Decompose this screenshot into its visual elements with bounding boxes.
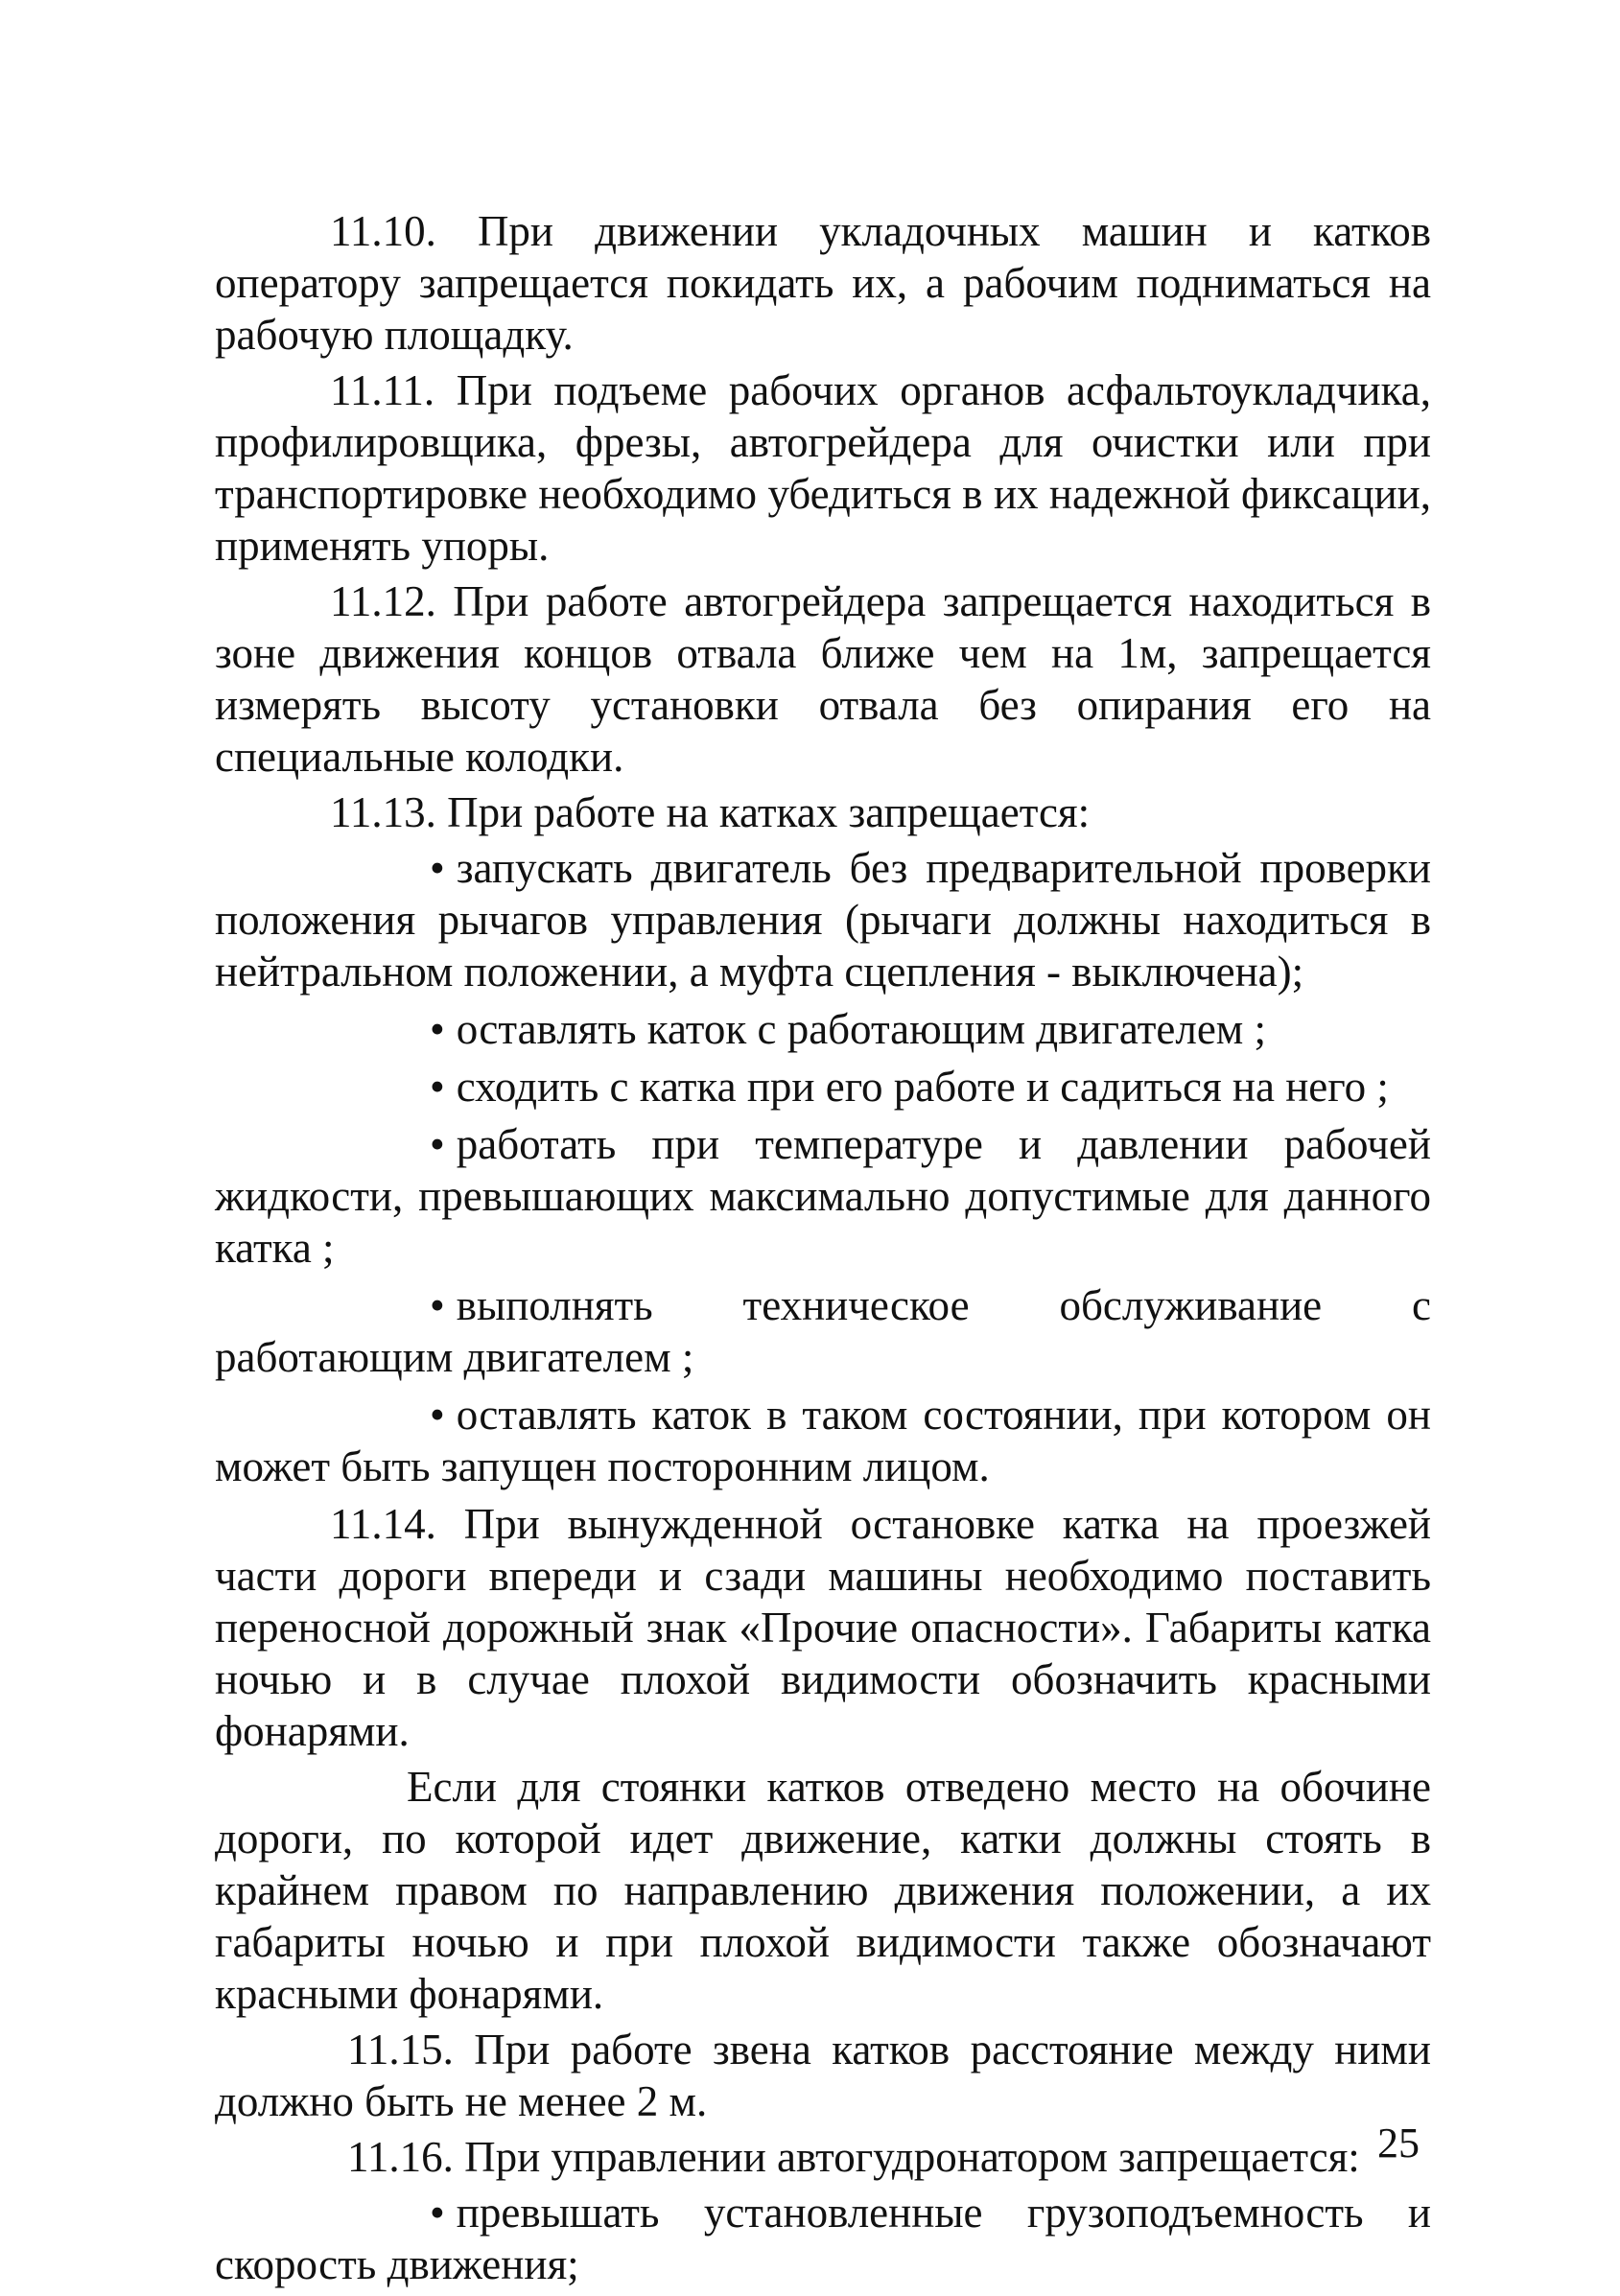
list-item (215, 1118, 1431, 1274)
list-item-text: выполнять техническое обслуживание с работающим двигателем ; (215, 1281, 1431, 1381)
paragraph-11-15: 11.15. При работе звена катков расстояние между ними должно быть не менее 2 м. (215, 2026, 1431, 2125)
list-item-text: оставлять каток с работающим двигателем ; (456, 1005, 1267, 1053)
bullet-icon: • (430, 844, 445, 892)
list-item (215, 1061, 1431, 1113)
list-item (215, 2187, 1431, 2290)
list-item-text: сходить с катка при его работе и садиться на него ; (456, 1063, 1389, 1111)
list-item (215, 1279, 1431, 1383)
paragraph-11-10: 11.10. При движении укладочных машин и катков оператору запрещается покидать их, а рабочим подниматься на рабочую площадку. (215, 207, 1431, 359)
bullet-icon: • (430, 1391, 445, 1439)
list-item-text: превышать установленные грузоподъемность и скорость движения; (215, 2189, 1431, 2288)
bullet-icon: • (430, 1063, 445, 1111)
paragraph-11-14: 11.14. При вынужденной остановке катка на проезжей части дороги впереди и сзади машины необходимо поставить переносной дорожный знак «Прочие опасности». Габариты катка ночью и в случае плохой видимости обозначить красными фонарями. (215, 1500, 1431, 1755)
bullet-icon: • (430, 1281, 445, 1329)
list-item (215, 842, 1431, 997)
paragraph-11-11: 11.11. При подъеме рабочих органов асфальтоукладчика, профилировщика, фрезы, автогрейдера для очистки или при транспортировке необходимо убедиться в их надежной фиксации, применять упоры. (215, 366, 1431, 570)
document-body (215, 205, 1431, 2296)
paragraph-11-16: 11.16. При управлении автогудронатором запрещается: (347, 2133, 1360, 2181)
bullet-icon: • (430, 1120, 445, 1168)
bullet-icon: • (430, 1005, 445, 1053)
paragraph-11-12: 11.12. При работе автогрейдера запрещается находиться в зоне движения концов отвала ближе чем на 1м, запрещается измерять высоту установки отвала без опирания его на специальные колодки. (215, 577, 1431, 781)
bullet-icon: • (430, 2189, 445, 2237)
list-item-text: оставлять каток в таком состоянии, при котором он может быть запущен посторонним лицом. (215, 1391, 1431, 1490)
paragraph-parking-rules: Если для стоянки катков отведено место на обочине дороги, по которой идет движение, катки должны стоять в крайнем правом по направлению движения положении, а их габариты ночью и при плохой видимости также обозначают красными фонарями. (215, 1763, 1431, 2018)
list-item (215, 1389, 1431, 1492)
list-item-text: работать при температуре и давлении рабочей жидкости, превышающих максимально допустимые для данного катка ; (215, 1120, 1431, 1272)
list-item-text: запускать двигатель без предварительной проверки положения рычагов управления (рычаги должны находиться в нейтральном положении, а муфта сцепления - выключена); (215, 844, 1431, 996)
paragraph-11-13: 11.13. При работе на катках запрещается: (330, 788, 1091, 836)
page-number: 25 (1377, 2120, 1420, 2167)
list-item (215, 1003, 1431, 1055)
